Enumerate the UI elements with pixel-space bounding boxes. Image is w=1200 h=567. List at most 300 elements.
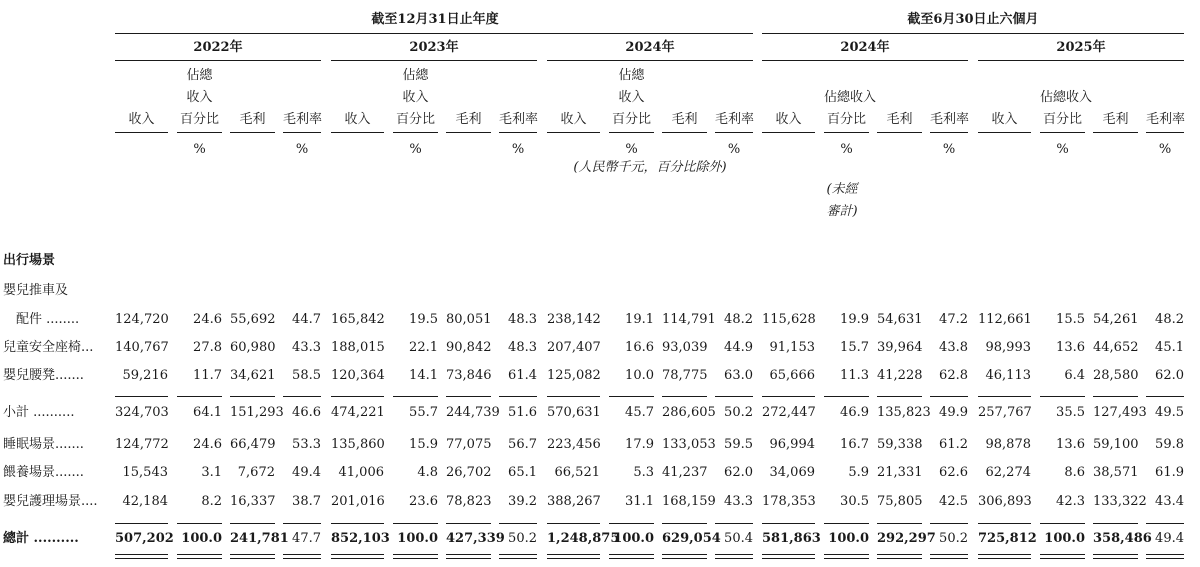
table-cell: 725,812	[978, 531, 1037, 546]
table-cell: 44.9	[724, 340, 753, 355]
table-cell: 5.9	[848, 465, 869, 480]
table-cell: 62.6	[939, 465, 968, 480]
total-double-rule	[1093, 554, 1138, 559]
table-cell: 66,479	[230, 437, 276, 452]
table-cell: 135,823	[877, 405, 931, 420]
year-heading: 2022年	[193, 40, 243, 55]
table-cell: 24.6	[193, 437, 222, 452]
table-cell: 43.3	[724, 494, 753, 509]
table-cell: 324,703	[115, 405, 169, 420]
total-rule	[446, 523, 491, 524]
subtotal-rule	[609, 396, 654, 397]
col-header-rule	[547, 132, 600, 133]
table-cell: 39,964	[877, 340, 923, 355]
table-cell: 78,823	[446, 494, 492, 509]
year-rule	[978, 60, 1184, 61]
subtotal-rule	[762, 396, 815, 397]
table-cell: 50.2	[939, 531, 968, 546]
table-cell: 15,543	[122, 465, 168, 480]
table-cell: 61.9	[1155, 465, 1184, 480]
total-rule	[547, 523, 600, 524]
total-rule	[499, 523, 537, 524]
col-header-rule	[978, 132, 1031, 133]
subtotal-rule	[824, 396, 869, 397]
col-header-share-line3: 百分比	[395, 112, 435, 127]
subtotal-rule	[662, 396, 707, 397]
col-header-rule	[715, 132, 753, 133]
table-cell: 168,159	[662, 494, 716, 509]
subtotal-rule	[547, 396, 600, 397]
total-rule	[230, 523, 275, 524]
subtotal-rule	[1093, 396, 1138, 397]
table-cell: 59,216	[122, 368, 168, 383]
table-cell: 56.7	[508, 437, 537, 452]
table-cell: 124,720	[115, 312, 169, 327]
table-cell: 48.2	[1155, 312, 1184, 327]
col-header-rule	[824, 132, 869, 133]
total-rule	[877, 523, 922, 524]
subtotal-rule	[177, 396, 222, 397]
table-cell: 55,692	[230, 312, 276, 327]
col-header-share-line1: 佔總	[618, 68, 645, 83]
table-cell: 100.0	[613, 531, 654, 546]
table-cell: 90,842	[446, 340, 492, 355]
row-label: 睡眠場景.......	[3, 437, 84, 452]
table-cell: 34,069	[769, 465, 815, 480]
table-cell: 272,447	[762, 405, 816, 420]
table-cell: 125,082	[547, 368, 601, 383]
year-rule	[547, 60, 753, 61]
table-cell: 43.4	[1155, 494, 1184, 509]
table-cell: 38.7	[292, 494, 321, 509]
table-cell: 26,702	[446, 465, 492, 480]
table-cell: 49.4	[292, 465, 321, 480]
row-label: 餵養場景.......	[3, 465, 84, 480]
table-cell: 19.1	[625, 312, 654, 327]
table-cell: 100.0	[828, 531, 869, 546]
subtotal-rule	[115, 396, 168, 397]
row-label: 嬰兒腰凳.......	[3, 368, 84, 383]
table-cell: 244,739	[446, 405, 500, 420]
col-header-share-line1: 佔總	[402, 68, 429, 83]
table-cell: 5.3	[633, 465, 654, 480]
row-label: 兒童安全座椅...	[3, 340, 94, 355]
table-cell: 207,407	[547, 340, 601, 355]
subtotal-rule	[715, 396, 753, 397]
subtotal-rule	[1040, 396, 1085, 397]
table-cell: 62.0	[1155, 368, 1184, 383]
table-cell: 65.1	[508, 465, 537, 480]
table-cell: 4.8	[417, 465, 438, 480]
col-header-margin: 毛利率	[499, 112, 539, 127]
table-cell: 852,103	[331, 531, 390, 546]
percent-sign: %	[727, 142, 741, 157]
total-double-rule	[331, 554, 384, 559]
table-cell: 17.9	[625, 437, 654, 452]
table-cell: 1,248,875	[547, 531, 620, 546]
total-rule	[824, 523, 869, 524]
table-cell: 75,805	[877, 494, 923, 509]
table-cell: 114,791	[662, 312, 716, 327]
table-cell: 59.8	[1155, 437, 1184, 452]
subtotal-rule	[446, 396, 491, 397]
table-cell: 27.8	[193, 340, 222, 355]
year-rule	[331, 60, 537, 61]
total-rule	[283, 523, 321, 524]
col-header-share-line2: 百分比	[826, 112, 866, 127]
table-cell: 62.0	[724, 465, 753, 480]
table-cell: 629,054	[662, 531, 721, 546]
total-double-rule	[930, 554, 968, 559]
table-cell: 55.7	[409, 405, 438, 420]
table-cell: 570,631	[547, 405, 601, 420]
table-cell: 46,113	[985, 368, 1031, 383]
col-header-margin: 毛利率	[930, 112, 970, 127]
table-cell: 62.8	[939, 368, 968, 383]
col-header-rule	[662, 132, 707, 133]
table-cell: 31.1	[625, 494, 654, 509]
col-header-rule	[930, 132, 968, 133]
subtotal-rule	[1146, 396, 1184, 397]
col-header-rule	[177, 132, 222, 133]
total-double-rule	[547, 554, 600, 559]
total-double-rule	[877, 554, 922, 559]
percent-sign: %	[840, 142, 853, 157]
table-cell: 120,364	[331, 368, 385, 383]
subtotal-rule	[877, 396, 922, 397]
section-label-travel: 出行場景	[3, 253, 56, 268]
total-rule	[1040, 523, 1085, 524]
percent-sign: %	[295, 142, 309, 157]
table-cell: 30.5	[840, 494, 869, 509]
table-cell: 135,860	[331, 437, 385, 452]
total-rule	[762, 523, 815, 524]
col-header-share-line1: 佔總	[186, 68, 213, 83]
col-header-rule	[762, 132, 815, 133]
total-double-rule	[283, 554, 321, 559]
table-cell: 100.0	[397, 531, 438, 546]
table-cell: 41,228	[877, 368, 923, 383]
table-cell: 46.6	[292, 405, 321, 420]
table-cell: 474,221	[331, 405, 385, 420]
col-header-share-line2: 收入	[186, 90, 213, 105]
year-rule	[115, 60, 321, 61]
table-cell: 19.9	[840, 312, 869, 327]
period-fy-rule	[115, 33, 753, 34]
table-cell: 11.3	[840, 368, 869, 383]
col-header-share-line2: 百分比	[1042, 112, 1082, 127]
table-cell: 23.6	[409, 494, 438, 509]
table-cell: 24.6	[193, 312, 222, 327]
table-cell: 59,100	[1093, 437, 1139, 452]
col-header-share-line3: 百分比	[179, 112, 219, 127]
table-cell: 63.0	[724, 368, 753, 383]
total-double-rule	[1040, 554, 1085, 559]
table-cell: 66,521	[554, 465, 600, 480]
table-cell: 49.9	[939, 405, 968, 420]
table-cell: 223,456	[547, 437, 601, 452]
table-cell: 140,767	[115, 340, 169, 355]
table-cell: 15.5	[1056, 312, 1085, 327]
unaudited-note-line2: 審計)	[826, 204, 858, 219]
total-double-rule	[499, 554, 537, 559]
table-cell: 49.5	[1155, 405, 1184, 420]
table-cell: 286,605	[662, 405, 716, 420]
table-cell: 80,051	[446, 312, 492, 327]
table-cell: 41,006	[338, 465, 384, 480]
total-rule	[978, 523, 1031, 524]
table-cell: 39.2	[508, 494, 537, 509]
percent-sign: %	[1158, 142, 1172, 157]
table-cell: 98,878	[985, 437, 1031, 452]
table-cell: 16.7	[840, 437, 869, 452]
table-cell: 358,486	[1093, 531, 1152, 546]
table-cell: 427,339	[446, 531, 505, 546]
percent-sign: %	[625, 142, 638, 157]
col-header-revenue: 收入	[560, 112, 587, 127]
table-cell: 7,672	[237, 465, 275, 480]
total-double-rule	[715, 554, 753, 559]
col-header-gross-profit: 毛利	[1102, 112, 1129, 127]
table-cell: 38,571	[1093, 465, 1139, 480]
table-cell: 54,631	[877, 312, 923, 327]
table-cell: 48.3	[508, 340, 537, 355]
col-header-margin: 毛利率	[1146, 112, 1186, 127]
table-cell: 49.4	[1155, 531, 1184, 546]
total-double-rule	[662, 554, 707, 559]
total-rule	[393, 523, 438, 524]
col-header-share-line1: 佔總收入	[824, 90, 877, 105]
total-rule	[715, 523, 753, 524]
row-label: 嬰兒護理場景....	[3, 494, 98, 509]
table-cell: 201,016	[331, 494, 385, 509]
col-header-revenue: 收入	[344, 112, 371, 127]
total-double-rule	[824, 554, 869, 559]
table-cell: 15.7	[840, 340, 869, 355]
col-header-rule	[609, 132, 654, 133]
subtotal-rule	[331, 396, 384, 397]
row-label: 配件 ........	[16, 312, 80, 327]
period-fy-heading: 截至12月31日止年度	[371, 12, 499, 27]
table-cell: 35.5	[1056, 405, 1085, 420]
table-cell: 127,493	[1093, 405, 1147, 420]
col-header-margin: 毛利率	[715, 112, 755, 127]
percent-sign: %	[1056, 142, 1069, 157]
table-cell: 19.5	[409, 312, 438, 327]
total-double-rule	[1146, 554, 1184, 559]
year-rule	[762, 60, 968, 61]
table-cell: 98,993	[985, 340, 1031, 355]
year-heading: 2023年	[409, 40, 459, 55]
table-cell: 507,202	[115, 531, 174, 546]
table-cell: 13.6	[1056, 340, 1085, 355]
table-cell: 100.0	[1044, 531, 1085, 546]
percent-sign: %	[942, 142, 956, 157]
table-cell: 42.5	[939, 494, 968, 509]
percent-sign: %	[511, 142, 525, 157]
period-6m-heading: 截至6月30日止六個月	[907, 12, 1039, 27]
table-cell: 13.6	[1056, 437, 1085, 452]
table-cell: 42.3	[1056, 494, 1085, 509]
table-cell: 46.9	[840, 405, 869, 420]
total-rule	[930, 523, 968, 524]
col-header-margin: 毛利率	[283, 112, 323, 127]
table-cell: 93,039	[662, 340, 708, 355]
percent-sign: %	[409, 142, 422, 157]
table-cell: 65,666	[769, 368, 815, 383]
col-header-share-line3: 百分比	[611, 112, 651, 127]
percent-sign: %	[193, 142, 206, 157]
table-cell: 50.4	[724, 531, 753, 546]
col-header-gross-profit: 毛利	[671, 112, 698, 127]
table-cell: 238,142	[547, 312, 601, 327]
col-header-rule	[283, 132, 321, 133]
col-header-rule	[446, 132, 491, 133]
table-cell: 51.6	[508, 405, 537, 420]
table-cell: 41,237	[662, 465, 708, 480]
table-cell: 64.1	[193, 405, 222, 420]
table-cell: 48.3	[508, 312, 537, 327]
table-cell: 50.2	[724, 405, 753, 420]
total-rule	[609, 523, 654, 524]
table-cell: 133,322	[1093, 494, 1147, 509]
col-header-gross-profit: 毛利	[455, 112, 482, 127]
col-header-gross-profit: 毛利	[239, 112, 266, 127]
col-header-revenue: 收入	[775, 112, 802, 127]
table-cell: 48.2	[724, 312, 753, 327]
table-cell: 16,337	[230, 494, 276, 509]
table-cell: 133,053	[662, 437, 716, 452]
table-cell: 34,621	[230, 368, 276, 383]
table-cell: 11.7	[193, 368, 222, 383]
col-header-rule	[115, 132, 168, 133]
col-header-rule	[1040, 132, 1085, 133]
table-cell: 47.2	[939, 312, 968, 327]
table-cell: 151,293	[230, 405, 284, 420]
year-heading: 2025年	[1056, 40, 1106, 55]
table-cell: 21,331	[877, 465, 923, 480]
col-header-rule	[1146, 132, 1184, 133]
table-cell: 91,153	[769, 340, 815, 355]
table-cell: 28,580	[1093, 368, 1139, 383]
table-cell: 96,994	[769, 437, 815, 452]
table-cell: 44,652	[1093, 340, 1139, 355]
table-cell: 22.1	[409, 340, 438, 355]
col-header-share-line2: 收入	[618, 90, 645, 105]
table-cell: 8.2	[201, 494, 222, 509]
col-header-share-line2: 收入	[402, 90, 429, 105]
table-cell: 73,846	[446, 368, 492, 383]
row-label-stroller-line1: 嬰兒推車及	[3, 283, 69, 298]
table-cell: 188,015	[331, 340, 385, 355]
table-cell: 257,767	[978, 405, 1032, 420]
subtotal-rule	[930, 396, 968, 397]
row-label: 小計 ..........	[3, 405, 75, 420]
table-cell: 77,075	[446, 437, 492, 452]
total-double-rule	[762, 554, 815, 559]
total-double-rule	[230, 554, 275, 559]
col-header-revenue: 收入	[991, 112, 1018, 127]
table-cell: 8.6	[1064, 465, 1085, 480]
row-label: 總計 ..........	[3, 531, 79, 546]
col-header-share-line1: 佔總收入	[1040, 90, 1093, 105]
unaudited-note-line1: (未經	[826, 182, 858, 197]
table-cell: 61.4	[508, 368, 537, 383]
table-cell: 178,353	[762, 494, 816, 509]
table-cell: 241,781	[230, 531, 289, 546]
total-double-rule	[177, 554, 222, 559]
table-cell: 6.4	[1064, 368, 1085, 383]
total-double-rule	[978, 554, 1031, 559]
subtotal-rule	[230, 396, 275, 397]
subtotal-rule	[393, 396, 438, 397]
table-cell: 45.1	[1155, 340, 1184, 355]
table-cell: 60,980	[230, 340, 276, 355]
col-header-rule	[1093, 132, 1138, 133]
total-rule	[177, 523, 222, 524]
table-cell: 10.0	[625, 368, 654, 383]
table-cell: 306,893	[978, 494, 1032, 509]
total-rule	[1146, 523, 1184, 524]
col-header-rule	[230, 132, 275, 133]
table-cell: 43.8	[939, 340, 968, 355]
total-rule	[662, 523, 707, 524]
table-cell: 47.7	[292, 531, 321, 546]
col-header-revenue: 收入	[128, 112, 155, 127]
total-double-rule	[446, 554, 491, 559]
table-cell: 112,661	[978, 312, 1032, 327]
table-cell: 388,267	[547, 494, 601, 509]
total-rule	[115, 523, 168, 524]
table-cell: 59.5	[724, 437, 753, 452]
table-cell: 53.3	[292, 437, 321, 452]
table-cell: 78,775	[662, 368, 708, 383]
col-header-gross-profit: 毛利	[886, 112, 913, 127]
table-cell: 3.1	[201, 465, 222, 480]
subtotal-rule	[283, 396, 321, 397]
table-cell: 61.2	[939, 437, 968, 452]
table-cell: 581,863	[762, 531, 821, 546]
table-cell: 16.6	[625, 340, 654, 355]
table-cell: 115,628	[762, 312, 816, 327]
total-rule	[331, 523, 384, 524]
table-cell: 50.2	[508, 531, 537, 546]
year-heading: 2024年	[840, 40, 890, 55]
table-cell: 45.7	[625, 405, 654, 420]
table-cell: 124,772	[115, 437, 169, 452]
col-header-rule	[877, 132, 922, 133]
table-cell: 14.1	[409, 368, 438, 383]
table-cell: 165,842	[331, 312, 385, 327]
subtotal-rule	[499, 396, 537, 397]
table-cell: 292,297	[877, 531, 936, 546]
period-6m-rule	[762, 33, 1184, 34]
table-cell: 58.5	[292, 368, 321, 383]
table-cell: 100.0	[181, 531, 222, 546]
col-header-rule	[499, 132, 537, 133]
total-double-rule	[393, 554, 438, 559]
total-rule	[1093, 523, 1138, 524]
table-cell: 42,184	[122, 494, 168, 509]
subtotal-rule	[978, 396, 1031, 397]
year-heading: 2024年	[625, 40, 675, 55]
col-header-rule	[331, 132, 384, 133]
col-header-rule	[393, 132, 438, 133]
total-double-rule	[609, 554, 654, 559]
table-cell: 44.7	[292, 312, 321, 327]
total-double-rule	[115, 554, 168, 559]
table-cell: 43.3	[292, 340, 321, 355]
